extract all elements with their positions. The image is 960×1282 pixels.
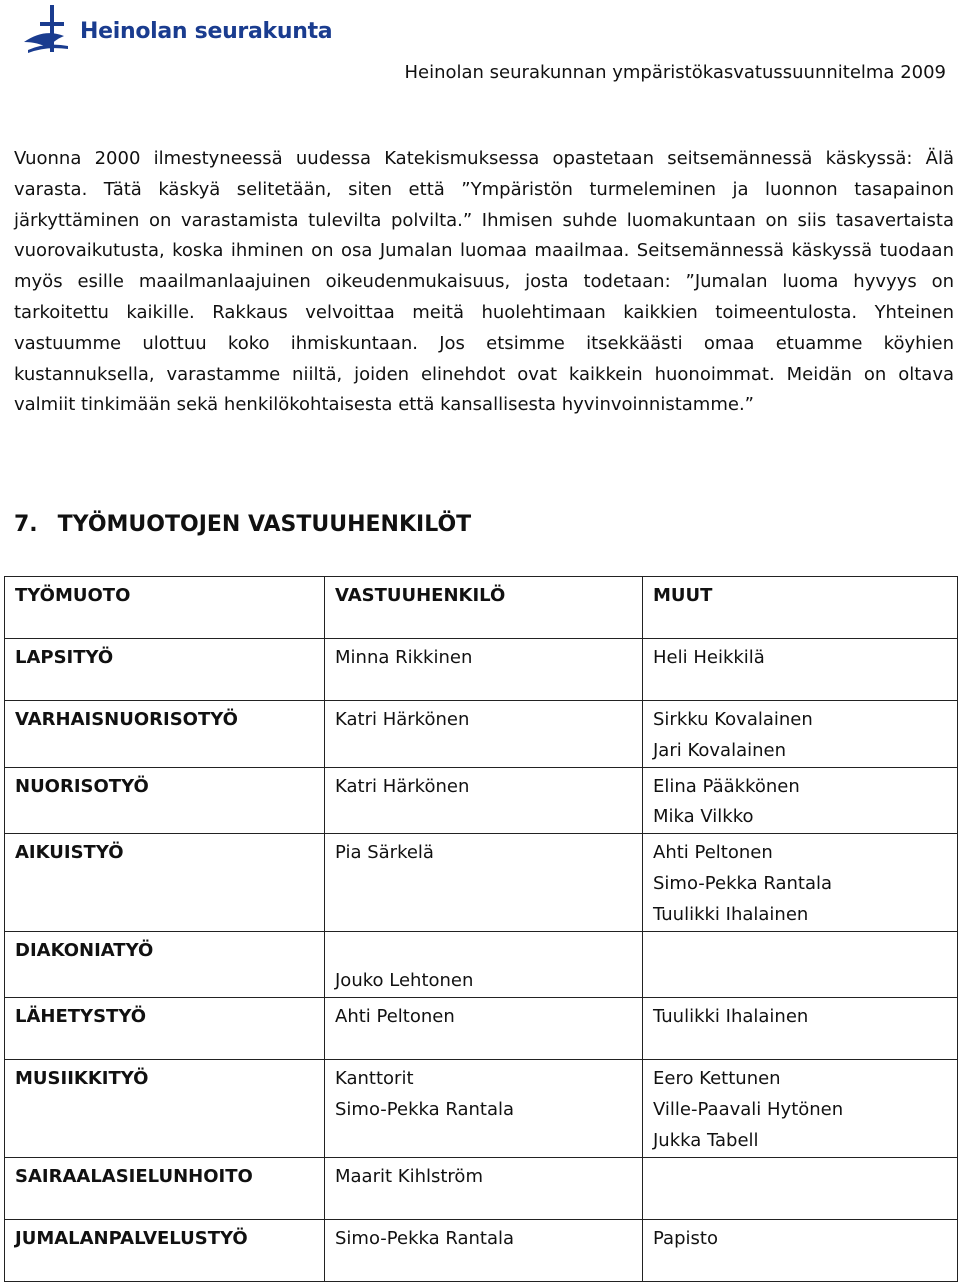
cell-responsible: [325, 767, 643, 834]
cell-others: [643, 639, 958, 701]
cell-responsible: [325, 1219, 643, 1281]
cell-area: SAIRAALASIELUNHOITO: [5, 1157, 325, 1219]
cell-others: [643, 767, 958, 834]
intro-paragraph: Vuonna 2000 ilmestyneessä uudessa Katekismuksessa opastetaan seitsemännessä käskyssä: Älä varasta. Tätä käskyä selitetään, siten että ”Ympäristön turmeleminen ja luonnon tasapainon järkyttäminen on varastamista tulevilta polvilta.” Ihmisen suhde luomakuntaan on siis tasavertaista vuorovaikutusta, koska ihminen on osa Jumalan luomaa maailmaa. Seitsemännessä käskyssä tuodaan myös esille maailmanlaajuinen oikeudenmukaisuus, josta todetaan: ”Jumalan luoma hyvyys on tarkoitettu kaikille. Rakkaus velvoittaa meitä huolehtimaan kaikkien toimeentulosta. Yhteinen vastuumme ulottuu koko ihmiskuntaan. Jos etsimme itsekkäästi omaa etuamme köyhien kustannuksella, varastamme niiltä, joiden elinehdot ovat kaikkein huonoimmat. Meidän on oltava valmiit tinkimään sekä henkilökohtaisesta että kansallisesta hyvinvoinnistamme.”: [14, 148, 954, 416]
table-row: [5, 834, 958, 931]
other-person: Papisto: [653, 1227, 718, 1249]
logo-text: Heinolan seurakunta: [80, 18, 333, 44]
cell-responsible: [325, 998, 643, 1060]
table-row: [5, 1060, 958, 1157]
other-person: Tuulikki Ihalainen: [653, 903, 809, 925]
cell-area: DIAKONIATYÖ: [5, 931, 325, 998]
table-row: [5, 639, 958, 701]
other-person: Elina Pääkkönen: [653, 775, 800, 797]
cell-responsible: [325, 639, 643, 701]
cell-others: [643, 1157, 958, 1219]
cell-area: VARHAISNUORISOTYÖ: [5, 701, 325, 768]
cell-others: [643, 834, 958, 931]
responsible-person: Kanttorit: [335, 1068, 414, 1090]
table-header-row: [5, 577, 958, 639]
responsible-person: Pia Särkelä: [335, 842, 434, 864]
cell-others: [643, 998, 958, 1060]
responsible-person: Ahti Peltonen: [335, 1006, 455, 1028]
other-person: Eero Kettunen: [653, 1068, 781, 1090]
table-row: [5, 998, 958, 1060]
other-person: Sirkku Kovalainen: [653, 709, 813, 730]
responsible-person: [335, 936, 632, 967]
other-person: Tuulikki Ihalainen: [653, 1006, 809, 1028]
other-person: Simo-Pekka Rantala: [653, 872, 833, 894]
cell-others: [643, 1060, 958, 1157]
church-cross-icon: [20, 2, 76, 60]
table-row: [5, 931, 958, 998]
section-title: TYÖMUOTOJEN VASTUUHENKILÖT: [57, 512, 472, 537]
responsible-person: Maarit Kihlström: [335, 1165, 483, 1187]
cell-others: [643, 701, 958, 768]
table-row: [5, 1219, 958, 1281]
header-cell-others: MUUT: [643, 577, 958, 639]
cell-area: LÄHETYSTYÖ: [5, 998, 325, 1060]
section-heading: [14, 512, 471, 537]
other-person: Heli Heikkilä: [653, 647, 765, 668]
cell-responsible: [325, 1060, 643, 1157]
responsible-person: Simo-Pekka Rantala: [335, 1227, 515, 1249]
cell-responsible: [325, 834, 643, 931]
responsible-person: Jouko Lehtonen: [335, 970, 474, 992]
table-row: [5, 701, 958, 768]
header-cell-area: TYÖMUOTO: [5, 577, 325, 639]
table-row: [5, 767, 958, 834]
cell-responsible: [325, 931, 643, 998]
responsible-person: Katri Härkönen: [335, 775, 470, 797]
document-header-title: Heinolan seurakunnan ympäristökasvatussuunnitelma 2009: [404, 62, 946, 83]
other-person: Ville-Paavali Hytönen: [653, 1098, 844, 1120]
responsible-person: Minna Rikkinen: [335, 647, 473, 668]
other-person: Mika Vilkko: [653, 806, 754, 828]
header-cell-responsible: VASTUUHENKILÖ: [325, 577, 643, 639]
cell-area: AIKUISTYÖ: [5, 834, 325, 931]
cell-others: [643, 931, 958, 998]
cell-others: [643, 1219, 958, 1281]
logo: [20, 2, 332, 60]
cell-responsible: [325, 1157, 643, 1219]
other-person: Ahti Peltonen: [653, 842, 773, 864]
cell-area: MUSIIKKITYÖ: [5, 1060, 325, 1157]
other-person: Jukka Tabell: [653, 1129, 759, 1151]
responsibility-table: [4, 576, 958, 1282]
cell-responsible: [325, 701, 643, 768]
responsible-person: Simo-Pekka Rantala: [335, 1098, 515, 1120]
cell-area: LAPSITYÖ: [5, 639, 325, 701]
cell-area: JUMALANPALVELUSTYÖ: [5, 1219, 325, 1281]
other-person: Jari Kovalainen: [653, 739, 786, 761]
cell-area: NUORISOTYÖ: [5, 767, 325, 834]
responsible-person: Katri Härkönen: [335, 709, 470, 730]
table-row: [5, 1157, 958, 1219]
section-number: 7.: [14, 512, 38, 537]
